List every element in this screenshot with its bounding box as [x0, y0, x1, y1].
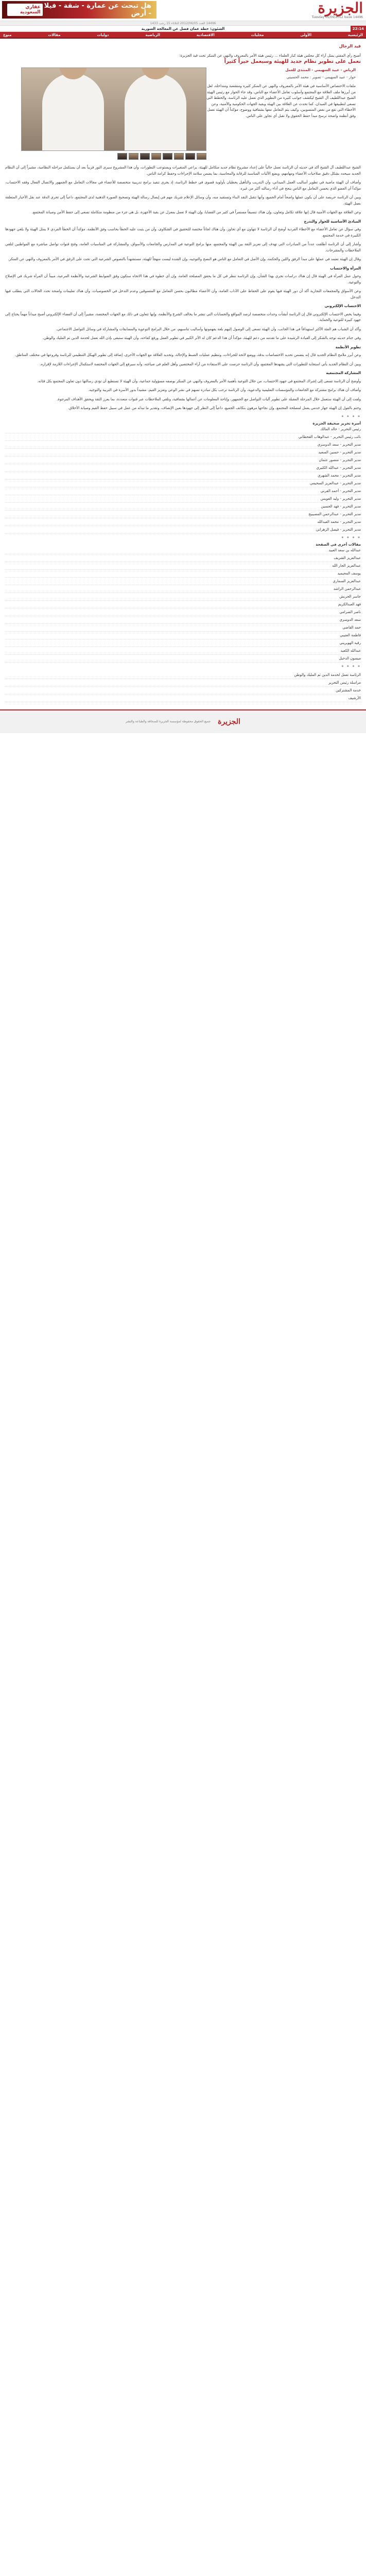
ad-logo: عقاري السعودية [7, 4, 43, 16]
issue-strip: 14496 العدد 2012/06/05 الثلاثاء 15 رجب 1433 [0, 21, 366, 26]
credit-item: مدير التحرير - عبدالله الكثيري [5, 464, 361, 472]
related-item[interactable]: يوسف المحيميد [5, 570, 361, 578]
nav-item[interactable]: محليات [251, 33, 264, 37]
credit-item: مدير التحرير - وليد العويس [5, 495, 361, 503]
article-author: الرياض - عبيد السهيمي - المنتدى للعمل [285, 68, 356, 72]
nav-item[interactable]: الأولى [300, 33, 312, 37]
face [142, 67, 169, 79]
photo-thumbnails [21, 153, 206, 160]
credits-list [5, 426, 361, 534]
thumbnail[interactable] [117, 153, 127, 160]
paragraph: وعن الأسواق والمجمعات التجارية أكد أن دور الهيئة فيها يقوم على الحفاظ على الآداب العامة، وأن الأعضاء مطالبون بحسن التعامل مع المتسوقين وعدم التدخل في الخصوصيات، وأن هناك تعليمات واضحة تحدد الحالات التي يتطلب فيها التدخل. [5, 289, 361, 299]
related-item[interactable]: سعد الدوسري [5, 616, 361, 624]
site-logo[interactable] [312, 1, 363, 19]
ad-banner[interactable] [2, 1, 156, 19]
credit-item: مدير التحرير - فيصل الزهراني [5, 526, 361, 534]
masthead [0, 0, 366, 21]
paragraph: وقال إن الهيئة تعتمد في عملها على مبدأ الرفق واللين والحكمة، وإن الأصل في التعامل مع الناس هو النصح والتوجيه، وإن الشدة ليست منهجاً للهيئة، مستشهداً بالنصوص الشرعية التي تحث على الرفق في الأمر بالمعروف والنهي عن المنكر. [8, 257, 361, 261]
person-figure [125, 73, 186, 150]
credit-item: نائب رئيس التحرير - عبدالوهاب القحطاني [5, 433, 361, 441]
related-item[interactable]: عبدالعزيز الشريف [5, 554, 361, 562]
article-headline: نعمل على تطوير نظام جديد للهيئة وسيعمل خيراً كثيراً [224, 59, 361, 64]
footer-logo[interactable]: الجزيرة [218, 717, 240, 726]
credit-item: مدير التحرير - منصور عثمان [5, 456, 361, 464]
logo-text: الجزيرة [318, 0, 363, 16]
related-item[interactable]: حمد القاضي [5, 624, 361, 632]
related-item[interactable]: عبدالرحمن الراشد [5, 585, 361, 593]
credit-item: مدير التحرير - محمد الشهري [5, 472, 361, 480]
article-container [0, 39, 366, 702]
related-list [5, 547, 361, 663]
related-item[interactable]: فهد العبدالكريم [5, 601, 361, 608]
thumbnail[interactable] [140, 153, 150, 160]
closing-item: الرئاسة تعمل لخدمة الدين ثم المليك والوطن [5, 671, 361, 679]
page [0, 0, 366, 733]
article-byline: حوار - عبيد السهيمي - تصوير : محمد الحسيني [286, 75, 356, 79]
face [59, 67, 87, 79]
paragraph: وأكد أن الشباب هم الفئة الأكثر استهدافاً في هذا الجانب، وأن الهيئة تسعى إلى الوصول إليهم بلغة يفهمونها وأساليب تناسبهم، من خلال البرامج التوعوية والمسابقات والمشاركة في وسائل التواصل الاجتماعي. [56, 327, 361, 331]
nav-item[interactable]: الرياضية [145, 33, 160, 37]
paragraph: وفيما يخص الاحتساب الإلكتروني قال إن الرئاسة أنشأت وحدات متخصصة لرصد المواقع والحسابات التي تنشر ما يخالف الشرع والأنظمة، وإنها تتعاون في ذلك مع الجهات المختصة، مشيراً إلى أن الفضاء الإلكتروني أصبح ميداناً مهماً يحتاج إلى جهود كبيرة للتوعية والحماية. [5, 312, 361, 322]
nav-item[interactable]: منوع [3, 33, 12, 37]
article-intro-column [206, 67, 361, 160]
ad-text: هل تبحث عن عمارة - شقة - فيلا - أرض [44, 2, 151, 18]
ticker-text[interactable]: الشئون: خطة عمان فضل عن المعالجة السورية [141, 27, 225, 31]
issue-date: Tuesday 05/06/2012 Issue 14496 [311, 15, 363, 19]
paragraph: الشيخ عبداللطيف آل الشيخ أكد في حديثه أن الرئاسة تعمل حالياً على إعداد مشروع نظام جديد متكامل للهيئة، يراعي المتغيرات ويستوعب التطورات، وأن هذا المشروع سيرى النور قريباً بعد أن يستكمل مراحله النظامية، مشيراً إلى أن النظام الجديد سيحدد بشكل دقيق صلاحيات الأعضاء ومهامهم، ويضع الآليات المناسبة للرقابة والمحاسبة، بما يضمن سلامة الإجراءات وحفظ كرامة الناس. [5, 165, 361, 176]
separator-stars: * * * * [341, 535, 361, 540]
related-item[interactable]: جاسر الحربش [5, 593, 361, 601]
related-item[interactable]: رقية الهويريني [5, 639, 361, 647]
credits-title: أسرة تحرير صحيفة الجزيرة [312, 421, 361, 426]
closing-links [5, 671, 361, 702]
paragraph: وعن العلاقة مع الجهات الأمنية قال إنها علاقة تكامل وتعاون، وإن هناك تنسيقاً مستمراً في كثير من القضايا، وإن الهيئة لا تعمل بمعزل عن بقية الأجهزة، بل هي جزء من منظومة متكاملة تسعى إلى حفظ الأمن وصيانة المجتمع. [31, 210, 361, 214]
subheading: المشاركة المجتمعية [326, 371, 361, 375]
nav-item[interactable]: مقالات [48, 33, 61, 37]
nav-item[interactable]: دوليات [97, 33, 109, 37]
related-title: مقالات أخرى في الصفحة [316, 542, 361, 547]
thumbnail[interactable] [151, 153, 161, 160]
thumbnail[interactable] [163, 153, 172, 160]
person-figure [42, 73, 104, 150]
credit-item: مدير التحرير - محمد العبدالله [5, 518, 361, 526]
footer [0, 709, 366, 733]
credit-item: مدير التحرير - سعد الدوسري [5, 441, 361, 449]
separator-stars: * * * * [341, 664, 361, 669]
paragraph: وأضاف أن هناك برامج مشتركة مع الجامعات والمؤسسات التعليمية والدعوية، وأن الرئاسة ترحب بكل مبادرة تسهم في نشر الوعي وتعزيز القيم، مشيداً بدور الأسرة في التربية والتوجيه. [88, 388, 361, 392]
main-nav [0, 32, 366, 39]
paragraph: وأوضح أن الرئاسة تسعى إلى إشراك المجتمع في جهود الاحتساب، من خلال التوعية بأهمية الأمر بالمعروف والنهي عن المنكر بوصفه مسؤولية جماعية، وأن الهيئة لا تستطيع أن تؤدي رسالتها دون تعاون المجتمع بكل فئاته. [37, 379, 361, 383]
subheading: المرأة والاحتساب [330, 266, 361, 270]
paragraph: وبين أن الرئاسة حريصة على أن يكون عملها واضحاً أمام الجميع، وأنها تتقبل النقد البناء وتستفيد منه، وأن وسائل الإعلام شريك مهم في إيصال رسالة الهيئة وتصحيح الصورة الذهنية لدى المجتمع، داعياً إلى تحري الدقة عند نقل الأخبار المتعلقة بعمل الهيئة. [5, 195, 361, 206]
related-item[interactable]: عبدالله الكعيد [5, 647, 361, 655]
closing-link[interactable]: الأرشيف [5, 694, 361, 702]
thumbnail[interactable] [197, 153, 206, 160]
thumbnail[interactable] [174, 153, 184, 160]
article-intro: ملفات الاختصاص الأساسية في هيئة الأمر بالمعروف والنهي عن المنكر كثيرة ومتشعبة ومتداخلة، لعل من أبرزها ملف العلاقة مع المجتمع وأسلوب تعامل الأعضاء مع الناس، وقد جاء الحوار مع رئيس الهيئة الشيخ عبداللطيف آل الشيخ ليكشف جوانب كثيرة من التطوير الذي تعمل عليه الرئاسة، والخطط التي تسعى لتطبيقها في الميدان، كما تحدث عن العلاقة بين الهيئة وبقية الجهات الحكومية والأمنية، وعن الأخطاء التي تقع من بعض المنسوبين، وكيف يتم التعامل معها بشفافية ووضوح، مؤكداً أن الهيئة تعمل وفق أنظمة واضحة ترسخ مبدأ حفظ الحقوق ولا تقبل أي تجاوز على الناس. [206, 84, 356, 118]
nav-item[interactable]: الرئيسية [347, 33, 363, 37]
related-item[interactable]: عبدالله بن سعد العبيد [5, 547, 361, 554]
paragraph: وختم بالقول إن الهيئة جهاز خدمي يعمل لمصلحة المجتمع، وإن نجاحها مرهون بتكاتف الجميع، داعياً إلى النظر إلى جهودها بعين الإنصاف، وتقدير ما تبذله من عمل في سبيل حفظ القيم وصيانة الأخلاق. [68, 406, 361, 410]
section-title: قيد الرجال [339, 44, 361, 48]
paragraph: ولفت إلى أن الهيئة ستعمل خلال المرحلة المقبلة على تطوير آليات التواصل مع الجمهور، وإتاحة المعلومات عن أعمالها بشفافية، وتلقي الملاحظات عبر قنوات متعددة، بما يعزز الثقة ويحقق الأهداف المرجوة. [57, 397, 361, 401]
related-item[interactable]: عبدالعزيز الجار الله [5, 562, 361, 570]
related-item[interactable]: ميسون الدخيل [5, 655, 361, 663]
paragraph: وفي سؤال عن تعامل الأعضاء مع الأخطاء الفردية أوضح أن الرئاسة لا تتهاون مع أي تجاوز، وأن هناك لجاناً مختصة للتحقيق في الشكاوى، وأن من يثبت عليه الخطأ يحاسب وفق الأنظمة، مؤكداً أن الخطأ الفردي لا يمثل الهيئة ولا يلغي جهودها الكبيرة في خدمة المجتمع. [5, 227, 361, 238]
paragraph: وفي ختام حديثه توجه بالشكر إلى القيادة الرشيدة على ما تقدمه من دعم للهيئة، مؤكداً أن هذا الدعم كان له الأثر الكبير في تطوير العمل ورفع كفاءته، وأن الهيئة ستبقى بإذن الله تعمل لخدمة الدين ثم المليك والوطن. [42, 336, 361, 340]
paragraph: وبين أن النظام الجديد يأتي استجابة للتطورات التي يشهدها المجتمع، وأن الرئاسة حرصت على الاستفادة من آراء المختصين وأهل العلم في صياغته، وأنه سيرفع إلى الجهات المختصة لاستكمال الإجراءات اللازمة لإقراره. [40, 362, 361, 366]
footer-copyright: جميع الحقوق محفوظة لمؤسسة الجزيرة للصحافة والطباعة والنشر [126, 720, 211, 723]
photo-column [21, 67, 206, 160]
related-item[interactable]: فاطمة العتيبي [5, 632, 361, 639]
credit-item: مدير التحرير - فهد الحسين [5, 503, 361, 511]
article-kicker: أصبح رأي المفتي يمثل آراء كل مجلس هيئة كبار العلماء ... رئيس هيئة الأمر بالمعروف والنهي عن المنكر تحت قبة الجزيرة: [179, 54, 361, 58]
clock: 22:14 [351, 26, 366, 32]
paragraph: وأشار إلى أن الرئاسة أطلقت عدداً من المبادرات التي تهدف إلى تعزيز الثقة بين الهيئة والمجتمع، منها برامج التوعية في المدارس والجامعات والأسواق، والمشاركة في المناسبات العامة، وفتح قنوات تواصل مباشرة مع المواطنين لتلقي الملاحظات والمقترحات. [5, 242, 361, 252]
thumbnail[interactable] [185, 153, 195, 160]
thumbnail[interactable] [129, 153, 138, 160]
separator-stars: * * * * [341, 414, 361, 419]
related-item[interactable]: ناصر الصرامي [5, 608, 361, 616]
article-body [5, 165, 361, 412]
credit-item: رئيس التحرير - خالد المالك [5, 426, 361, 433]
credit-item: مدير التحرير - أحمد القرني [5, 487, 361, 495]
credit-item: مدير التحرير - عبدالعزيز السحيمي [5, 480, 361, 487]
paragraph: وأضاف أن الهيئة ماضية في تطوير أساليب العمل الميداني، وأن التدريب والتأهيل يحظيان بأولوية قصوى في خطط الرئاسة، إذ يجري تنفيذ برامج تدريبية متخصصة للأعضاء في مجالات التعامل مع الجمهور والاتصال الفعال وفقه الاحتساب، مؤكداً أن العضو الذي يحسن التعامل مع الناس ينجح في أداء رسالته أكثر من غيره. [5, 180, 361, 191]
credit-item: مدير التحرير - حسين السعيد [5, 449, 361, 456]
paragraph: وعن أبرز ملامح النظام الجديد قال إنه يتضمن تحديد الاختصاصات بدقة، ووضع لائحة للجزاءات، وتنظيم عمليات الضبط والإحالة، وتحديد العلاقة مع الجهات الأخرى، إضافة إلى تطوير الهيكل التنظيمي للرئاسة وفروعها في مختلف المناطق. [14, 353, 361, 357]
closing-link[interactable]: خدمة المشتركين [5, 687, 361, 694]
closing-link[interactable]: مراسلة رئيس التحرير [5, 679, 361, 687]
subheading: الاحتساب الإلكتروني [324, 304, 361, 308]
paragraph: وحول عمل المرأة في الهيئة قال إن هناك دراسات تجري بهذا الشأن، وإن الرئاسة تنظر في كل ما يحقق المصلحة العامة، وإن أي خطوة في هذا الاتجاه ستكون وفق الضوابط الشرعية والأنظمة المرعية، مبيناً أن المرأة شريك في الإصلاح والتوعية. [5, 274, 361, 284]
news-ticker[interactable] [0, 26, 366, 32]
nav-item[interactable]: الاقتصادية [196, 33, 215, 37]
subheading: تطوير الأنظمة [335, 345, 361, 349]
article-top [5, 67, 361, 160]
related-item[interactable]: عبدالعزيز السماري [5, 578, 361, 585]
article-photo[interactable] [21, 67, 206, 151]
subheading: المبادئ الأساسية للحوار والتدرج [304, 219, 361, 224]
credit-item: مدير التحرير - عبدالرحمن المصيبيح [5, 511, 361, 518]
